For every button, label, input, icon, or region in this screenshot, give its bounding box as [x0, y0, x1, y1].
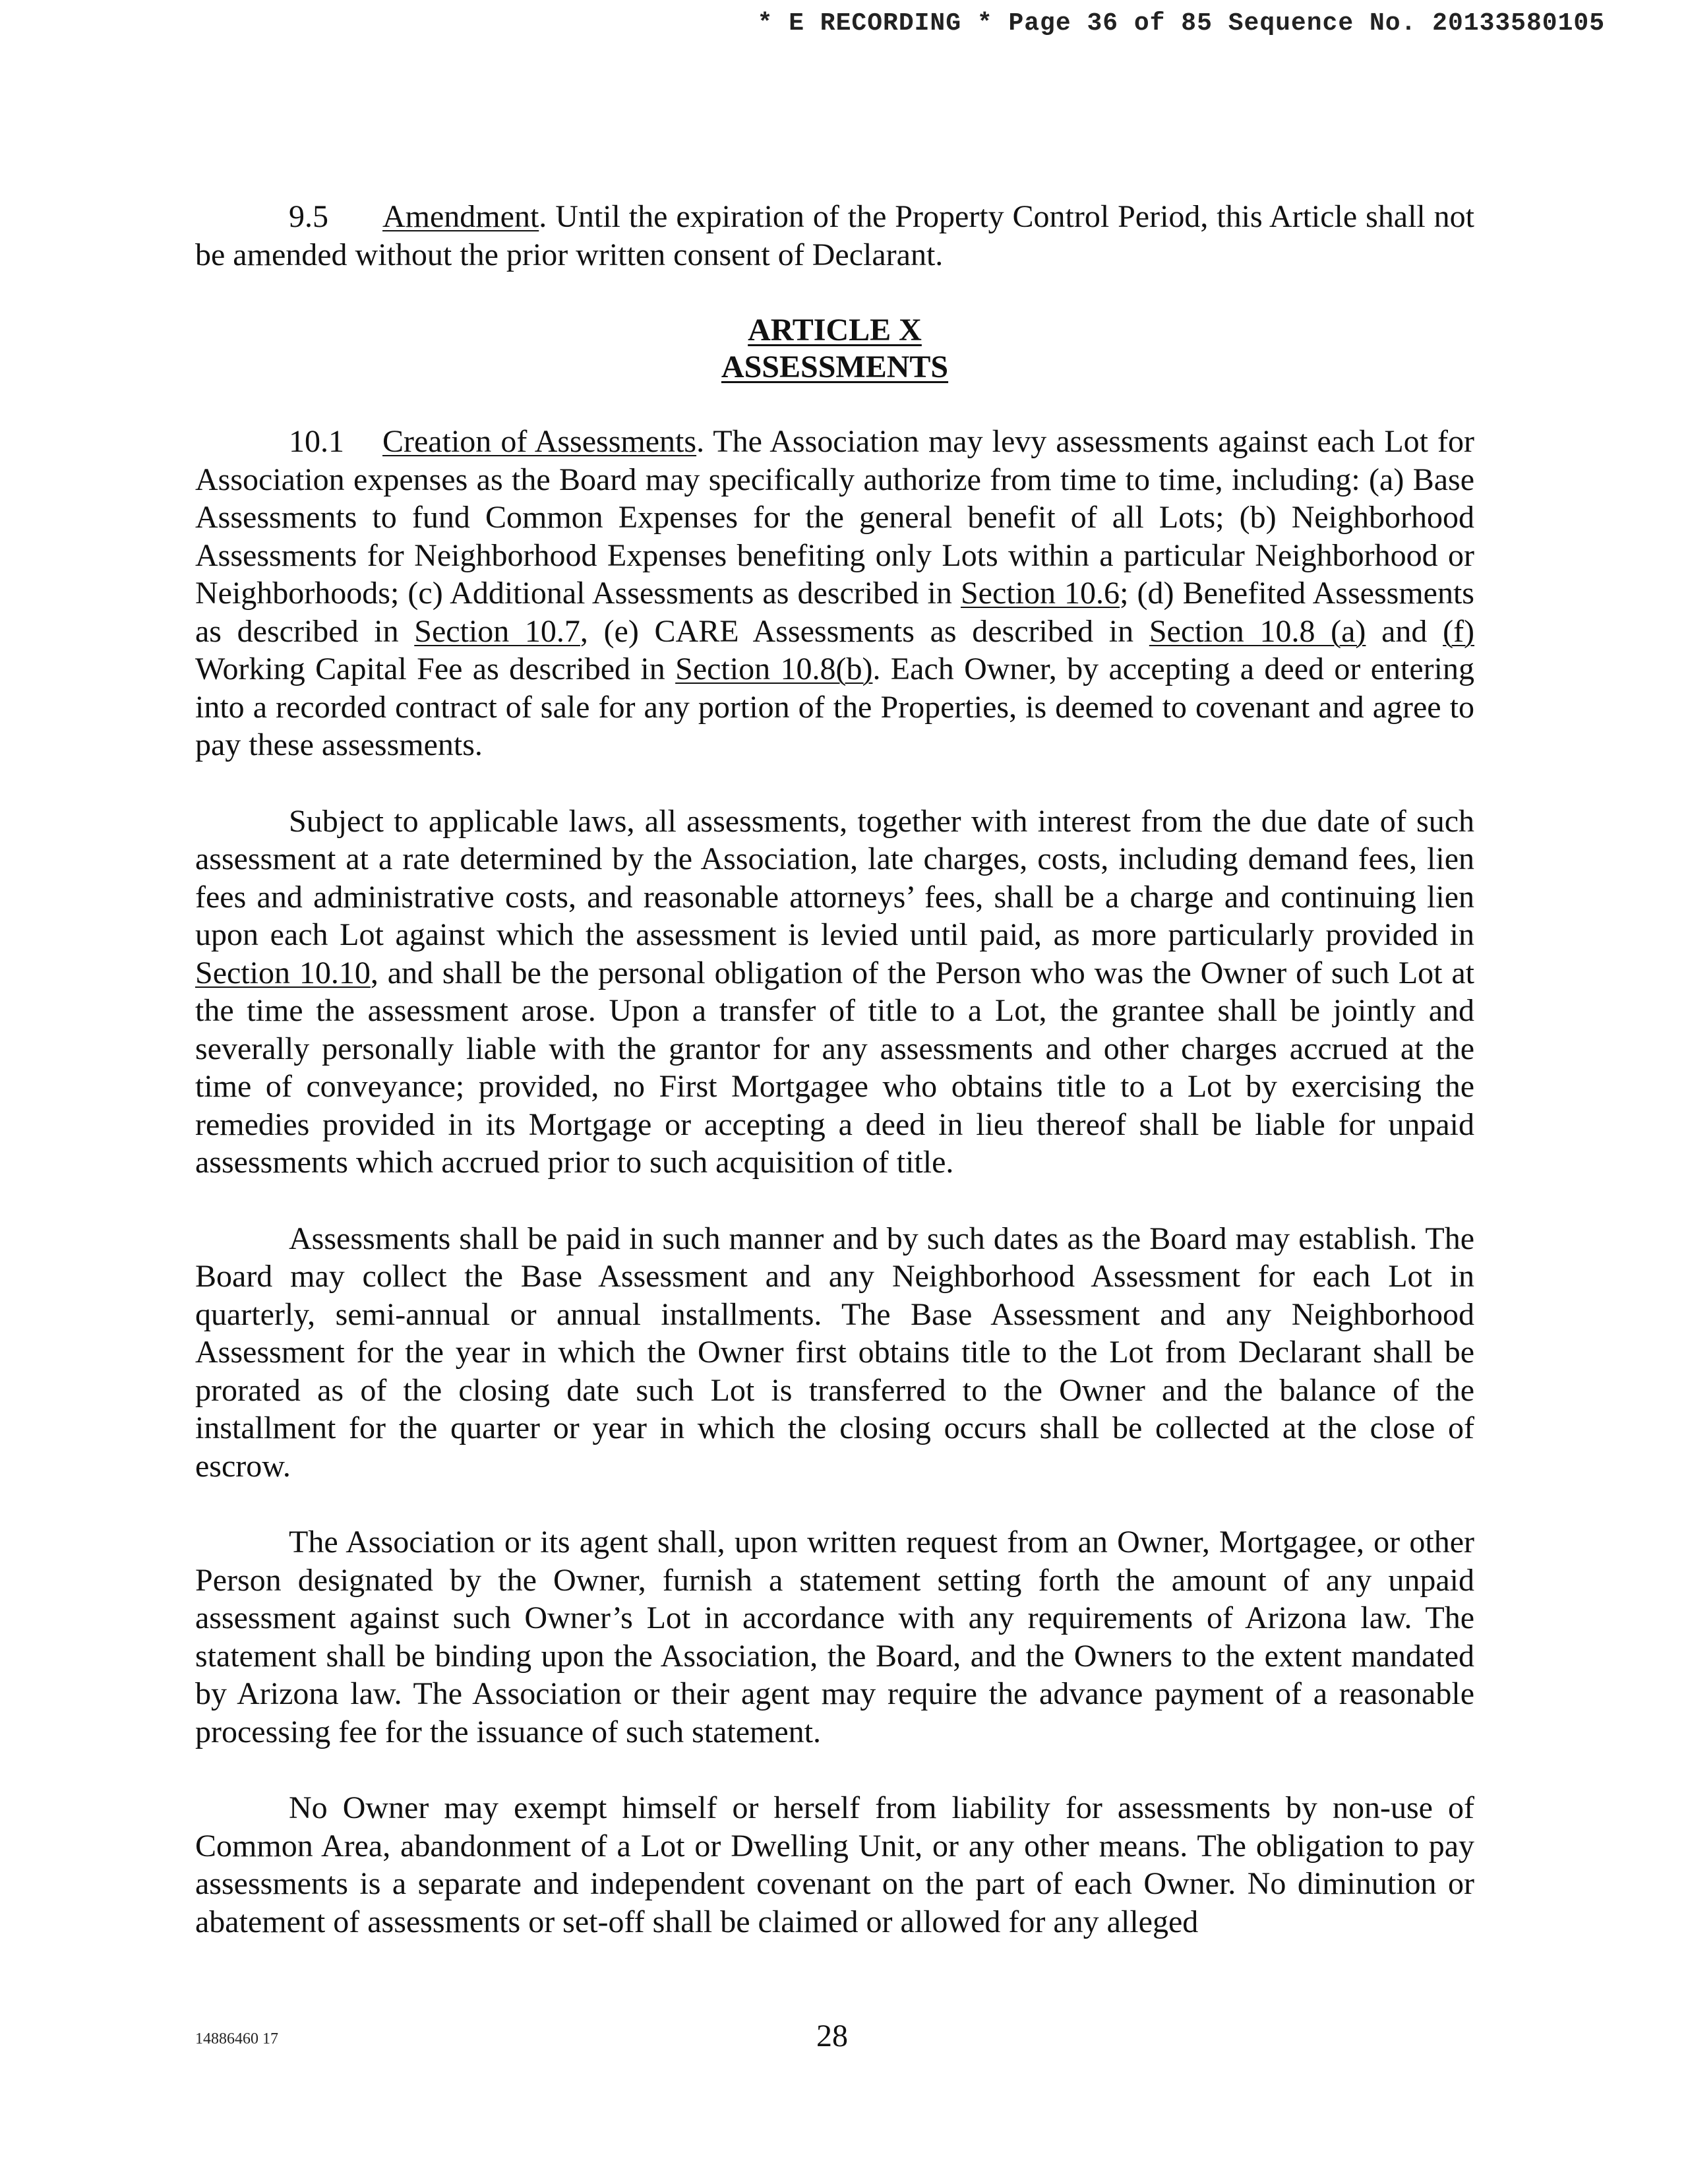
section-10-1 — [195, 423, 1474, 764]
document-body — [195, 198, 1474, 1941]
cross-reference: Section 10.8 (a) — [1149, 613, 1366, 649]
section-text: and — [1366, 613, 1443, 649]
section-text: . The Association may levy assessments against each Lot for Association expenses as the Board may specifically authorize from time to time, including: (a) Base Assessments to fund Common Expenses for the general benefit of all Lots; (b) Neighborhood Assessments for Neighborhood Expenses benefiting only Lots within a particular Neighborhood or Neighborhoods; (c) Additional Assessments as described in — [195, 424, 1474, 611]
section-text: . Each Owner, by accepting a deed or entering into a recorded contract of sale for any portion of the Properties, is deemed to covenant and agree to pay these assessments. — [195, 652, 1475, 762]
document-id: 14886460 17 — [195, 2030, 278, 2048]
paragraph-text: Subject to applicable laws, all assessments, together with interest from the due date of such assessment at a rate determined by the Association, late charges, costs, including demand fees, lien fees and administrative costs, and reasonable attorneys’ fees, shall be a charge and continuing lien upon each Lot against which the assessment is levied until paid, as more particularly provided in — [195, 803, 1474, 952]
paragraph-text: , and shall be the personal obligation of the Person who was the Owner of such Lot at the time the assessment arose. Upon a transfer of title to a Lot, the grantee shall be jointly and severally personally liable with the grantor for any assessments and other charges accrued at the time of conveyance; provided, no First Mortgagee who obtains title to a Lot by exercising the remedies provided in its Mortgage or accepting a deed in lieu thereof shall be liable for unpaid assessments which accrued prior to such acquisition of title. — [195, 955, 1474, 1180]
paragraph-lien — [195, 803, 1474, 1182]
article-number: ARTICLE X — [748, 313, 922, 348]
cross-reference: Section 10.10 — [195, 955, 371, 990]
recording-header: * E RECORDING * Page 36 of 85 Sequence No. 20133580105 — [757, 9, 1605, 38]
article-heading — [195, 312, 1474, 386]
article-title: ASSESSMENTS — [721, 349, 949, 384]
section-text: , (e) CARE Assessments as described in — [580, 613, 1149, 649]
cross-reference: (f) — [1443, 613, 1475, 649]
section-text: Working Capital Fee as described in — [195, 652, 676, 686]
paragraph-payment: Assessments shall be paid in such manner and by such dates as the Board may establish. The Board may collect the Base Assessment and any Neighborhood Assessment for each Lot in quarterly, semi-annual or annual installments. The Base Assessment and any Neighborhood Assessment for the year in which the Owner first obtains title to the Lot from Declarant shall be prorated as of the closing date such Lot is transferred to the Owner and the balance of the installment for the quarter or year in which the closing occurs shall be collected at the close of escrow. — [195, 1221, 1474, 1484]
paragraph-exemption: No Owner may exempt himself or herself from liability for assessments by non-use of Common Area, abandonment of a Lot or Dwelling Unit, or any other means. The obligation to pay assessments is a separate and independent covenant on the part of each Owner. No diminution or abatement of assessments or set-off shall be claimed or allowed for any alleged — [195, 1790, 1474, 1939]
paragraph-statement: The Association or its agent shall, upon written request from an Owner, Mortgagee, or other Person designated by the Owner, furnish a statement setting forth the amount of any unpaid assessment against such Owner’s Lot in accordance with any requirements of Arizona law. The statement shall be binding upon the Association, the Board, and the Owners to the extent mandated by Arizona law. The Association or their agent may require the advance payment of a reasonable processing fee for the issuance of such statement. — [195, 1525, 1474, 1749]
section-text: ; (d) Benefited Assessments as described in — [195, 576, 1474, 649]
cross-reference: Section 10.8(b) — [675, 652, 873, 686]
cross-reference: Section 10.6 — [960, 576, 1120, 611]
page-number: 28 — [816, 2018, 848, 2053]
section-number: 9.5 — [289, 199, 328, 234]
section-text: . Until the expiration of the Property Control Period, this Article shall not be amended without the prior written consent of Declarant. — [195, 199, 1474, 272]
cross-reference: Section 10.7 — [414, 613, 580, 649]
section-9-5 — [195, 198, 1474, 274]
section-title: Amendment — [382, 199, 539, 234]
section-title: Creation of Assessments — [382, 424, 697, 459]
section-number: 10.1 — [289, 424, 344, 459]
